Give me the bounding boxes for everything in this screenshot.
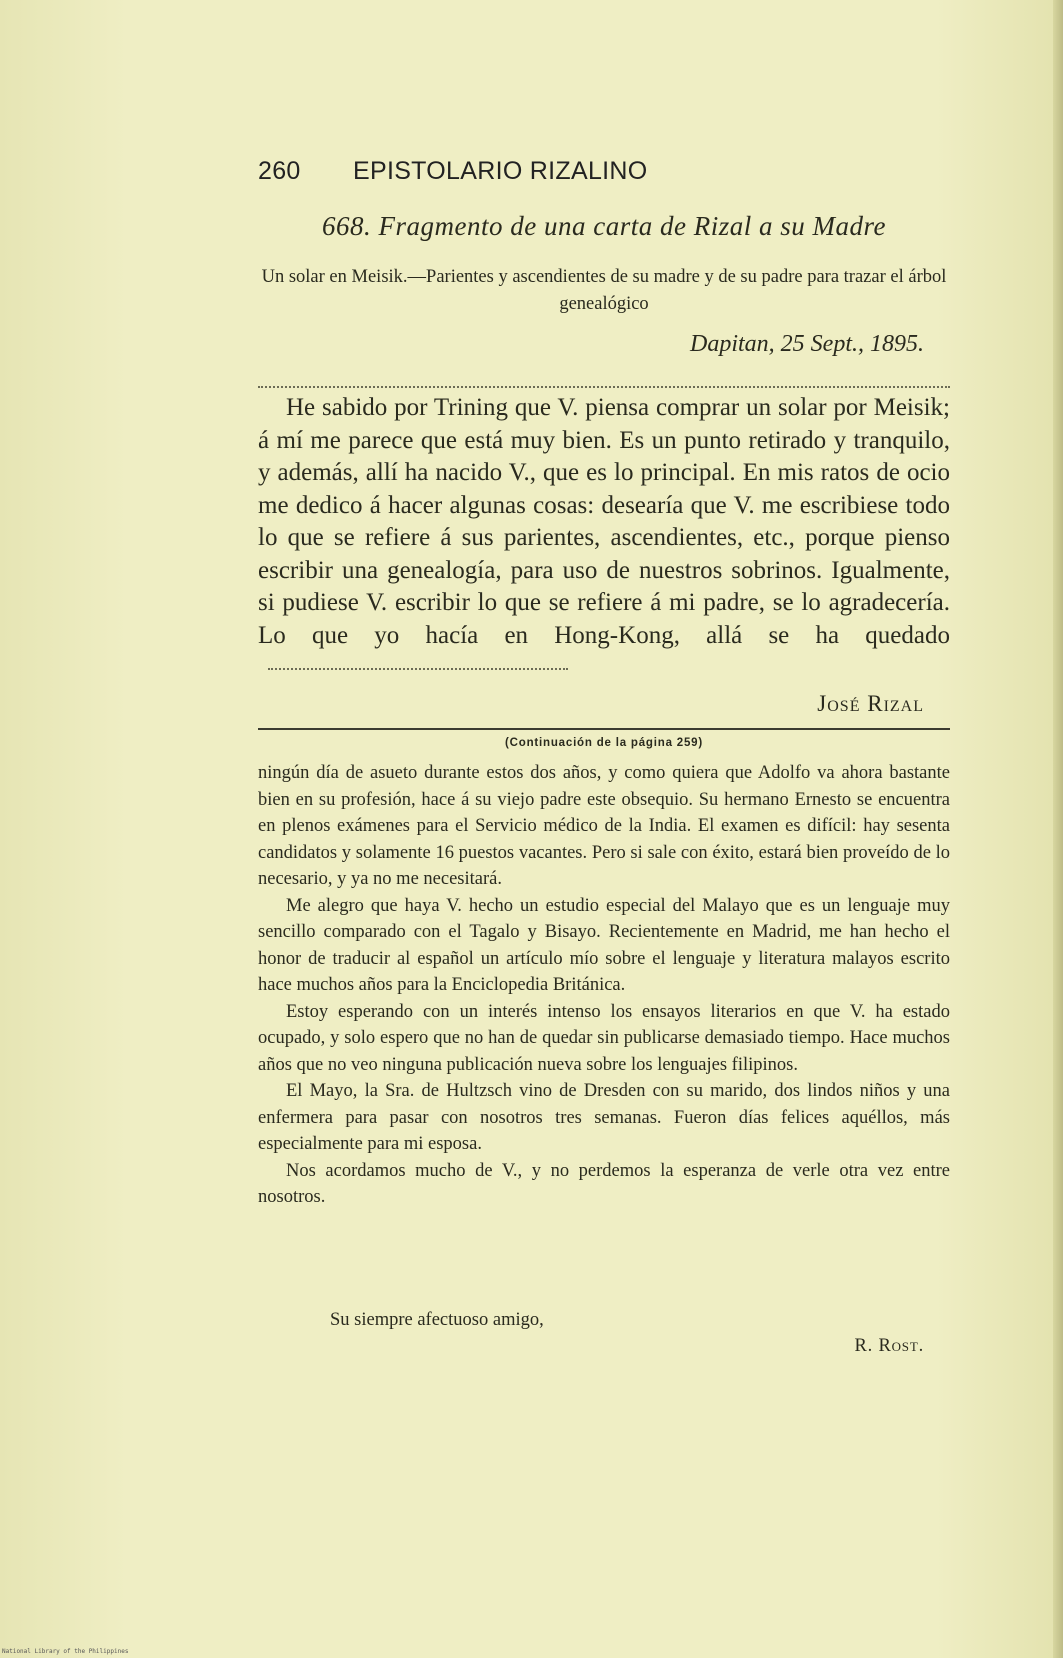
footnote-paragraph: Estoy esperando con un interés intenso los ensayos literarios en que V. ha estado ocupado, y solo espero que no han de quedar sin publicarse demasiado tiempo. Hace muchos años que no veo ninguna publicación nueva sobre los lenguajes filipinos. (258, 1001, 950, 1075)
footnote-closing: Su siempre afectuoso amigo, (330, 1310, 544, 1330)
footnote-signature: R. Rost. (854, 1336, 924, 1356)
footnote-text (258, 760, 950, 1211)
footnote-paragraph: Me alegro que haya V. hecho un estudio especial del Malayo que es un lenguaje muy sencillo comparado con el Tagalo y Bisayo. Recientemente en Madrid, me han hecho el honor de traducir al español un artículo mío sobre el lenguaje y literatura malayos escrito hace muchos años para la Enciclopedia Británica. (258, 895, 950, 995)
dotted-leader (268, 668, 568, 670)
dotted-divider (258, 386, 950, 388)
running-title: EPISTOLARIO RIZALINO (353, 157, 648, 185)
letter-subtitle: Un solar en Meisik.—Parientes y ascendientes de su madre y de su padre para trazar el árbol genealógico (261, 267, 947, 314)
letter-title: 668. Fragmento de una carta de Rizal a su Madre (322, 211, 886, 241)
letter-text: He sabido por Trining que V. piensa comprar un solar por Meisik; á mí me parece que está muy bien. Es un punto retirado y tranquilo, y además, allí ha nacido V., que es lo principal. En mis ratos de ocio me dedico á hacer algunas cosas: desearía que V. me escribiese todo lo que se refiere á sus parientes, ascendientes, etc., porque pienso escribir una genealogía, para uso de nuestros sobrinos. Igualmente, si pudiese V. escribir lo que se refiere á mi padre, se lo agradecería. Lo que yo hacía en Hong-Kong, allá se ha quedado (258, 394, 950, 649)
letter-body (258, 392, 950, 685)
page-edge-shadow (1053, 0, 1063, 1658)
footnote-paragraph: ningún día de asueto durante estos dos años, y como quiera que Adolfo va ahora bastante bien en su profesión, hace á su viejo padre este obsequio. Su hermano Ernesto se encuentra en plenos exámenes para el Servicio médico de la India. El examen es difícil: hay sesenta candidatos y solamente 16 puestos vacantes. Pero si sale con éxito, estará bien proveído de lo necesario, y ya no me necesitará. (258, 763, 950, 889)
continuation-label: (Continuación de la página 259) (505, 737, 703, 749)
footnote-divider (258, 728, 950, 730)
footnote-paragraph: El Mayo, la Sra. de Hultzsch vino de Dresden con su marido, dos lindos niños y una enfermera para pasar con nosotros tres semanas. Fueron días felices aquéllos, más especialmente para mi esposa. (258, 1081, 950, 1154)
footnote-paragraph: Nos acordamos mucho de V., y no perdemos la esperanza de verle otra vez entre nosotros. (258, 1160, 950, 1207)
library-watermark: National Library of the Philippines (2, 1648, 129, 1655)
place-date: Dapitan, 25 Sept., 1895. (690, 331, 924, 357)
running-header (258, 157, 778, 186)
letter-signature: José Rizal (817, 691, 924, 716)
page-number: 260 (258, 157, 301, 185)
